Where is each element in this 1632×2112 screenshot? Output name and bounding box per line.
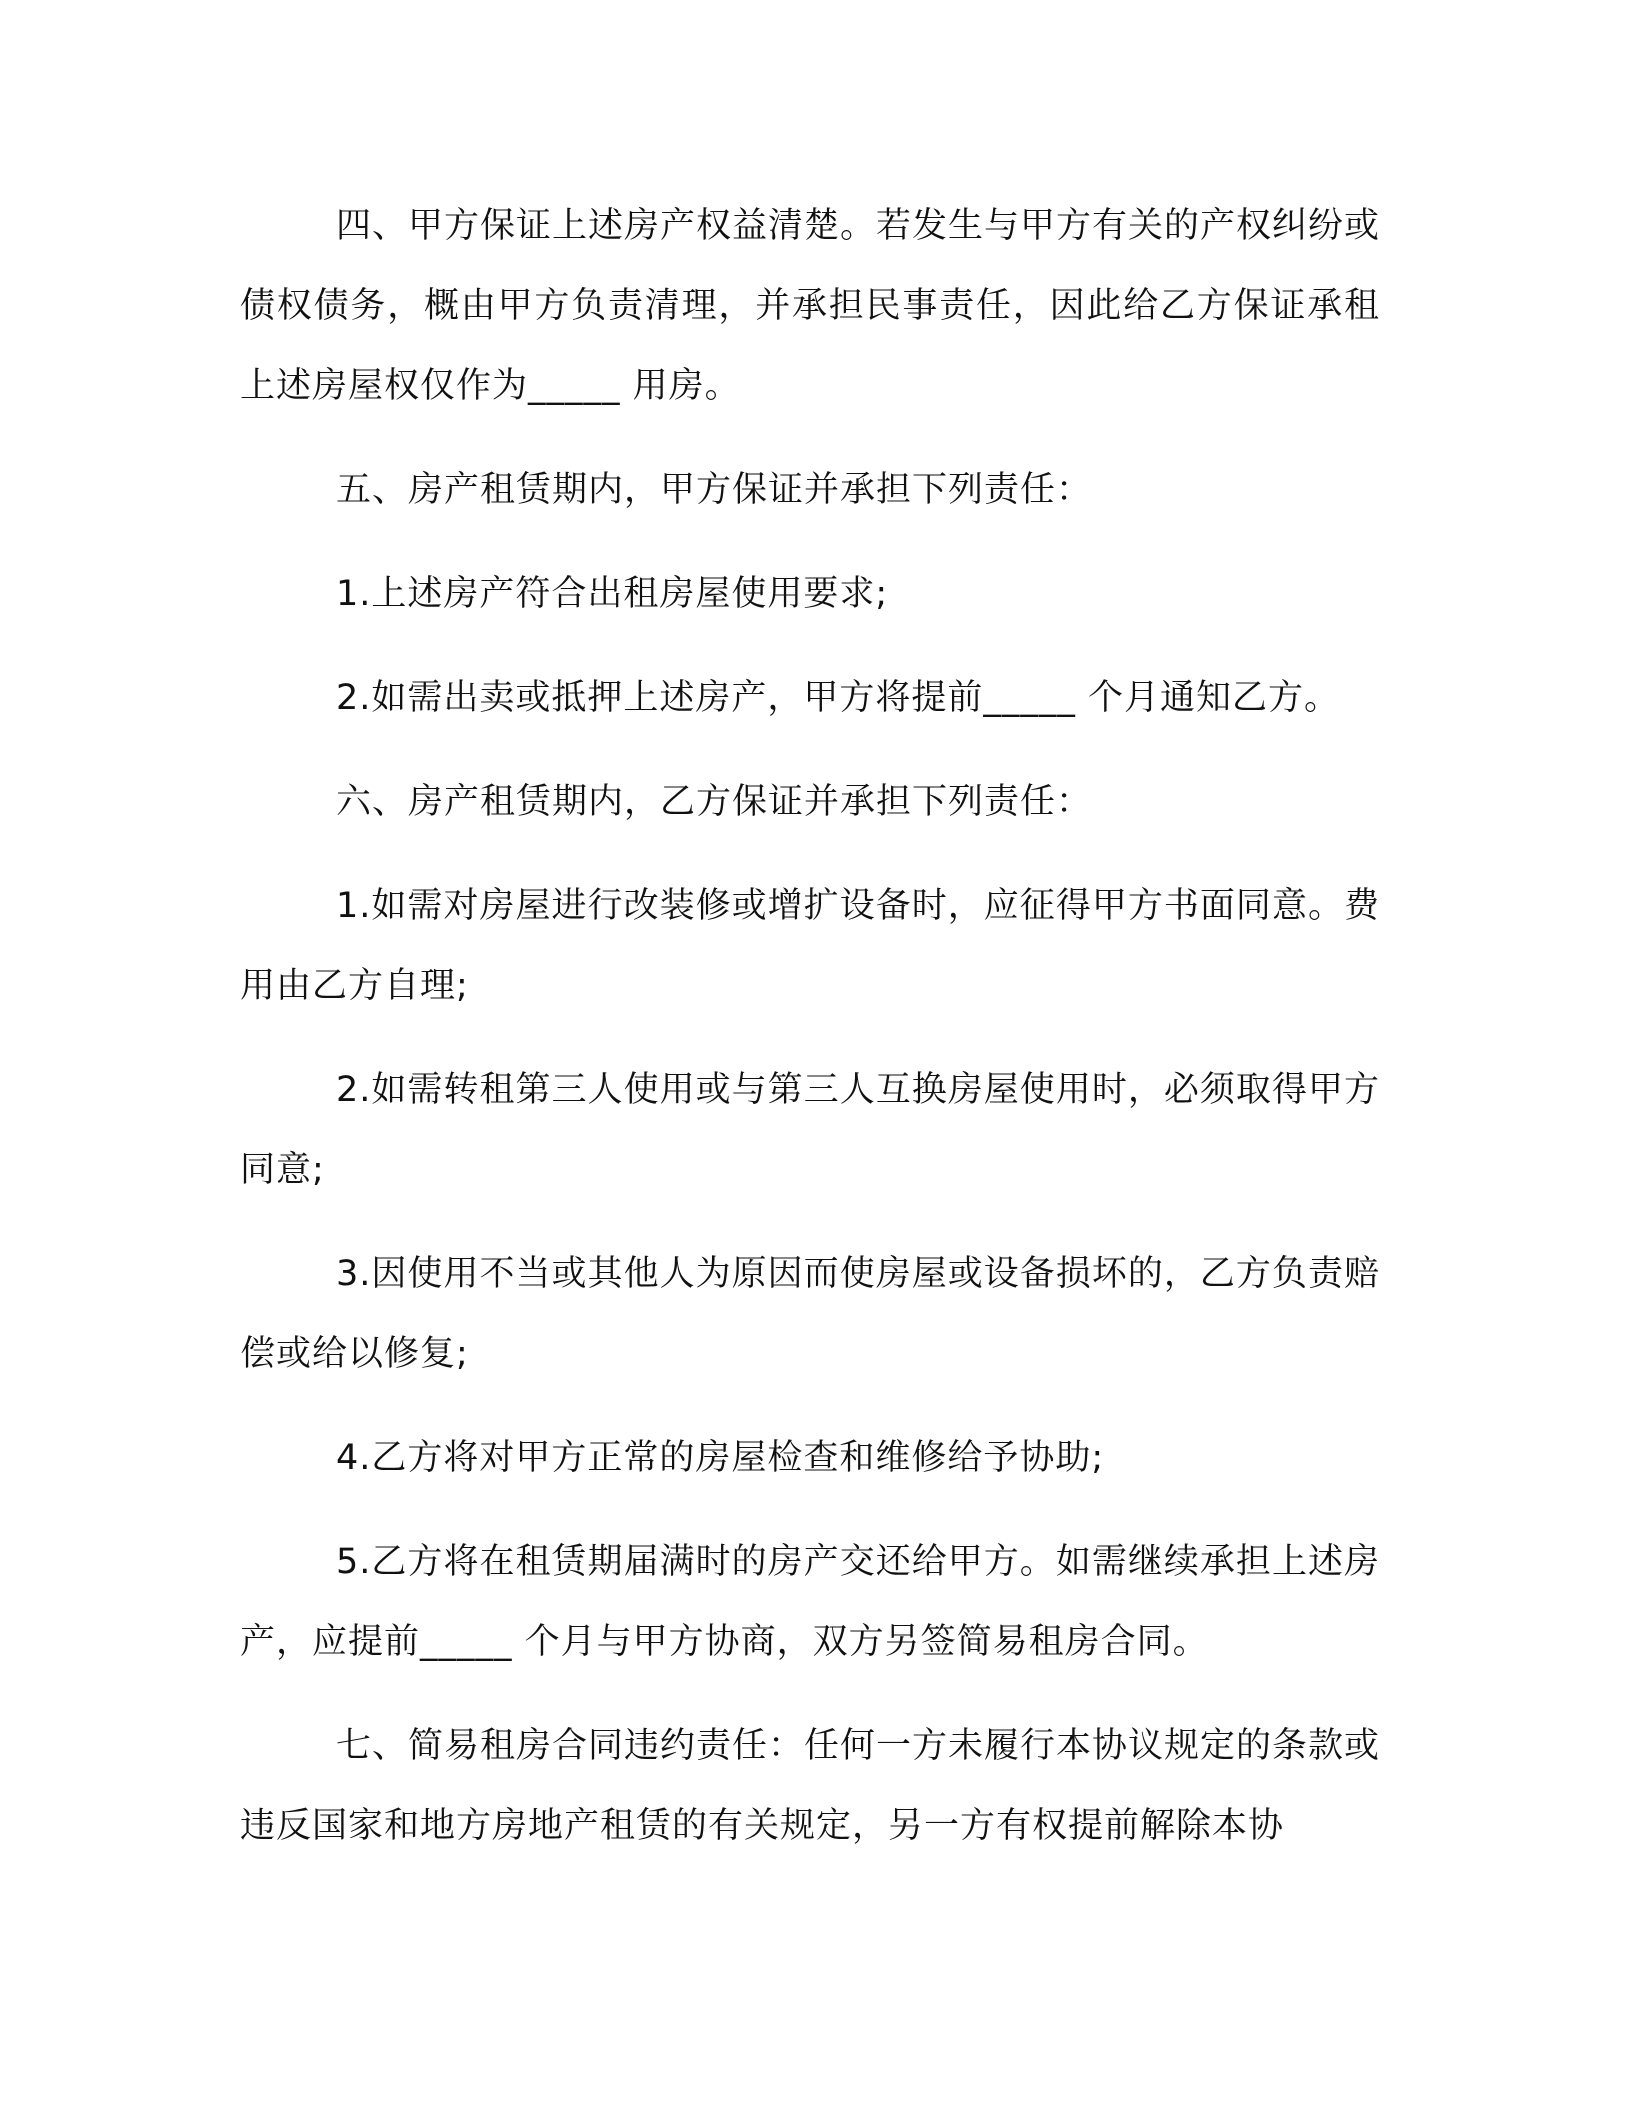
document-body [240,186,1380,1890]
paragraph-clause-6-item-5: 5.乙方将在租赁期届满时的房产交还给甲方。如需继续承担上述房产，应提前_____ 个月与甲方协商，双方另签简易租房合同。 [240,1542,1380,1662]
paragraph-clause-6-heading: 六、房产租赁期内，乙方保证并承担下列责任： [336,782,1093,822]
paragraph-clause-4: 四、甲方保证上述房产权益清楚。若发生与甲方有关的产权纠纷或债权债务，概由甲方负责清理，并承担民事责任，因此给乙方保证承租上述房屋权仅作为_____ 用房。 [240,206,1381,406]
paragraph-clause-7: 七、简易租房合同违约责任：任何一方未履行本协议规定的条款或违反国家和地方房地产租赁的有关规定，另一方有权提前解除本协 [240,1726,1381,1846]
paragraph-clause-5-heading: 五、房产租赁期内，甲方保证并承担下列责任： [336,470,1093,510]
paragraph-clause-5-item-1: 1.上述房产符合出租房屋使用要求; [336,574,889,614]
paragraph-clause-6-item-4: 4.乙方将对甲方正常的房屋检查和维修给予协助; [336,1438,1105,1478]
paragraph-clause-6-item-2: 2.如需转租第三人使用或与第三人互换房屋使用时，必须取得甲方同意; [240,1070,1380,1190]
paragraph-clause-5-item-2: 2.如需出卖或抵押上述房产，甲方将提前_____ 个月通知乙方。 [336,678,1341,718]
paragraph-clause-6-item-3: 3.因使用不当或其他人为原因而使房屋或设备损坏的，乙方负责赔偿或给以修复; [240,1254,1380,1374]
paragraph-clause-6-item-1: 1.如需对房屋进行改装修或增扩设备时，应征得甲方书面同意。费用由乙方自理; [240,886,1380,1006]
